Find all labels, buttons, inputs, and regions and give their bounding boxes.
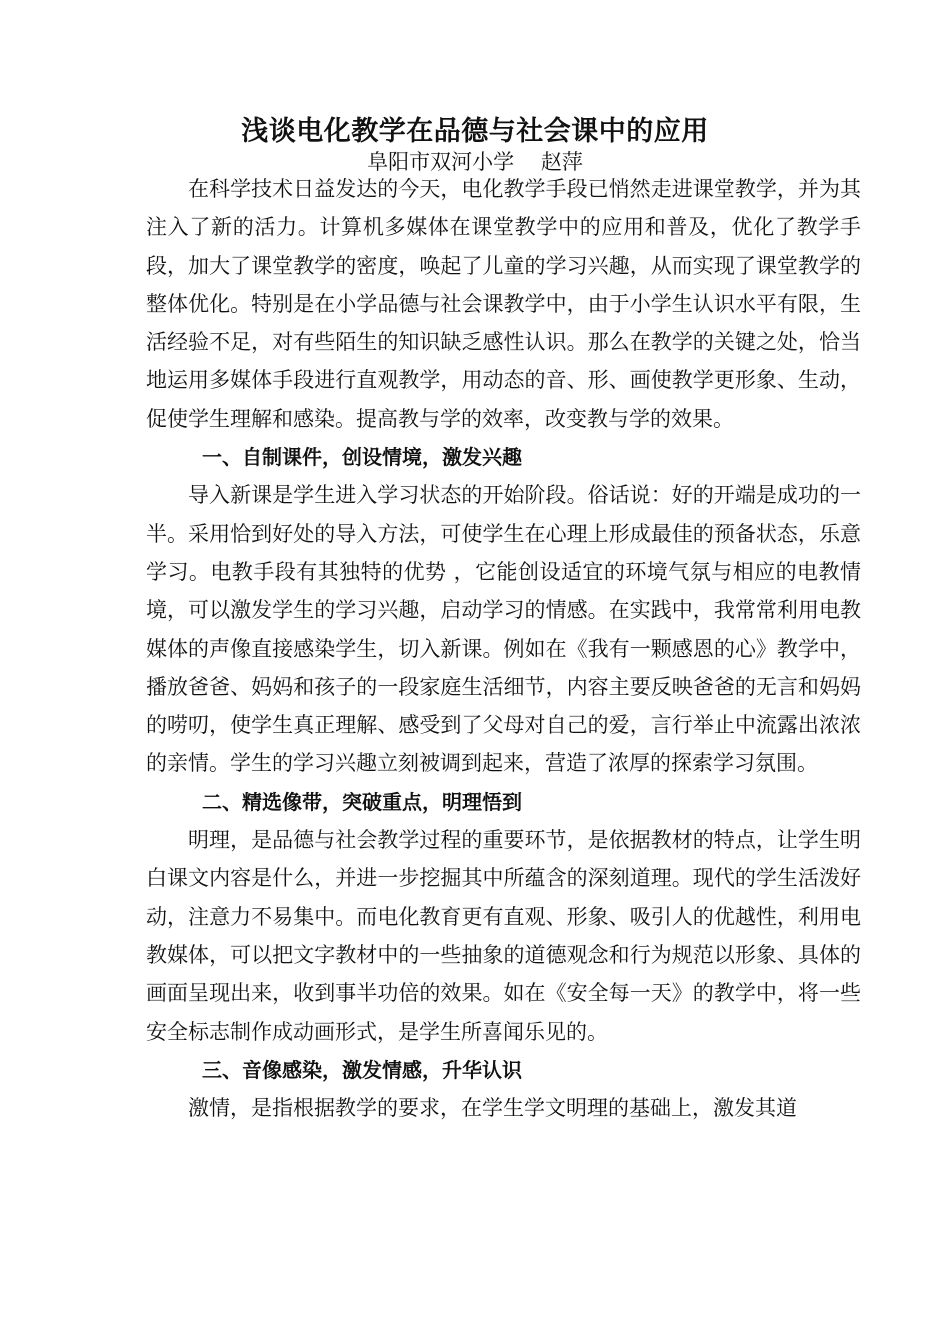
section-paragraph-3: 激情，是指根据教学的要求，在学生学文明理的基础上，激发其道	[188, 1096, 797, 1121]
section-paragraph-1: 导入新课是学生进入学习状态的开始阶段。俗话说：好的开端是成功的一半。采用恰到好处的导入方法，可使学生在心理上形成最佳的预备状态，乐意学习。电教手段有其独特的优势 ，它能创设适宜的环境气氛与相应的电教情境，可以激发学生的学习兴趣，启动学习的情感。在实践中，我常常利用电教媒体的声像直接感染学生，切入新课。例如在《我有一颗感恩的心》教学中，播放爸爸、妈妈和孩子的一段家庭生活细节，内容主要反映爸爸的无言和妈妈的唠叨，使学生真正理解、感受到了父母对自己的爱，言行举止中流露出浓浓的亲情。学生的学习兴趣立刻被调到起来，营造了浓厚的探索学习氛围。	[146, 483, 861, 776]
document-body	[146, 170, 861, 1127]
section-heading-2: 二、精选像带，突破重点，明理悟到	[202, 789, 522, 814]
intro-paragraph: 在科学技术日益发达的今天，电化教学手段已悄然走进课堂教学，并为其注入了新的活力。计算机多媒体在课堂教学中的应用和普及，优化了教学手段，加大了课堂教学的密度，唤起了儿童的学习兴趣，从而实现了课堂教学的整体优化。特别是在小学品德与社会课教学中，由于小学生认识水平有限，生活经验不足，对有些陌生的知识缺乏感性认识。那么在教学的关键之处，恰当地运用多媒体手段进行直观教学，用动态的音、形、画使教学更形象、生动，促使学生理解和感染。提高教与学的效率，改变教与学的效果。	[146, 177, 861, 431]
document-title: 浅谈电化教学在品德与社会课中的应用	[241, 116, 709, 147]
author-line: 阜阳市双河小学 赵萍	[367, 150, 583, 174]
section-paragraph-2: 明理，是品德与社会教学过程的重要环节，是依据教材的特点，让学生明白课文内容是什么，并进一步挖掘其中所蕴含的深刻道理。现代的学生活泼好动，注意力不易集中。而电化教育更有直观、形象、吸引人的优越性，利用电教媒体，可以把文字教材中的一些抽象的道德观念和行为规范以形象、具体的画面呈现出来，收到事半功倍的效果。如在《安全每一天》的教学中，将一些安全标志制作成动画形式，是学生所喜闻乐见的。	[146, 828, 861, 1044]
section-heading-1: 一、自制课件，创设情境，激发兴趣	[202, 445, 522, 470]
section-heading-3: 三、音像感染，激发情感，升华认识	[202, 1057, 522, 1082]
